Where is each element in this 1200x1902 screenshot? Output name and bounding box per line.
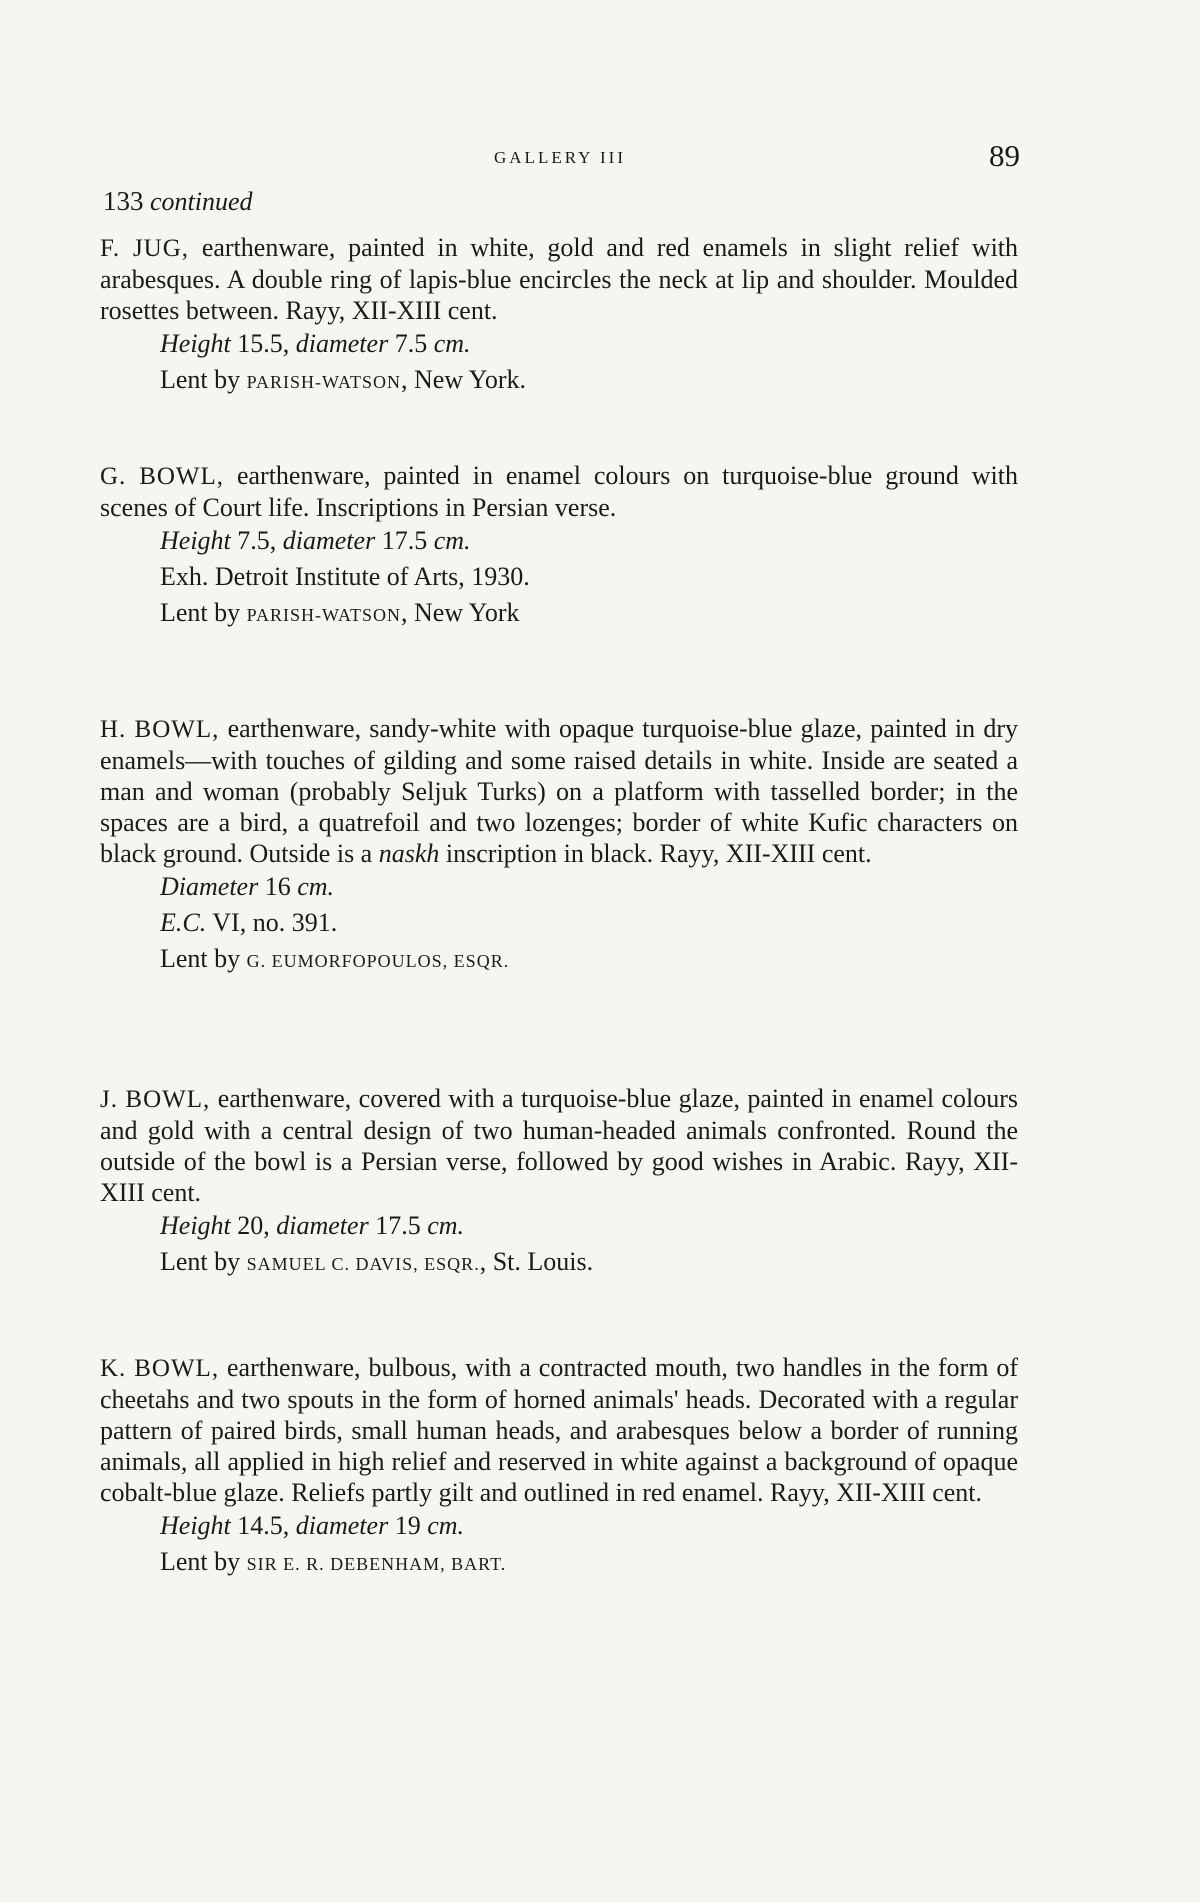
entry-title: BOWL, bbox=[134, 716, 220, 743]
entry-title: BOWL, bbox=[134, 1355, 220, 1382]
diameter-value: 17.5 bbox=[375, 526, 428, 555]
entry-letter: F. bbox=[100, 235, 121, 262]
entry-title: BOWL, bbox=[125, 1086, 211, 1113]
diameter-label: diameter bbox=[295, 329, 389, 358]
lender-location: , St. Louis. bbox=[479, 1247, 594, 1276]
catalogue-entry-k bbox=[100, 1352, 1018, 1584]
entry-description bbox=[100, 713, 1018, 869]
page-header bbox=[100, 138, 1020, 182]
height-value: 15.5, bbox=[230, 329, 296, 358]
description-text: earthenware, bulbous, with a contracted mouth, two handles in the form of cheetahs and two spouts in the form of horned animals' heads. Decorated with a regular pattern of paired birds, small human heads, and arabesques below a border of running animals, all applied in high relief and reserved in white against a background of opaque cobalt-blue glaze. Reliefs partly gilt and outlined in red enamel. Rayy, XII-XIII cent. bbox=[100, 1353, 1019, 1507]
lender-line bbox=[160, 597, 1018, 631]
lender-name: PARISH-WATSON bbox=[246, 605, 402, 625]
diameter-label: Diameter bbox=[160, 872, 259, 901]
catalogue-entry-f bbox=[100, 232, 1018, 402]
continued-label: continued bbox=[150, 187, 253, 216]
diameter-label: diameter bbox=[282, 526, 376, 555]
continuation-line bbox=[103, 186, 253, 217]
unit-label: cm. bbox=[420, 1211, 465, 1240]
entry-title: JUG, bbox=[132, 235, 190, 262]
diameter-value: 17.5 bbox=[368, 1211, 421, 1240]
description-text: earthenware, covered with a turquoise-blue glaze, painted in enamel colours and gold with a central design of two human-headed animals confronted. Round the outside of the bowl is a Persian verse, followed by good wishes in Arabic. Rayy, XII-XIII cent. bbox=[100, 1084, 1019, 1207]
height-label: Height bbox=[160, 329, 231, 358]
diameter-value: 19 bbox=[388, 1511, 421, 1540]
diameter-value: 7.5 bbox=[388, 329, 428, 358]
entry-metadata bbox=[100, 1510, 1018, 1580]
entry-title: BOWL, bbox=[139, 463, 225, 490]
lender-prefix: Lent by bbox=[160, 1547, 247, 1576]
lender-name: SIR E. R. DEBENHAM, BART. bbox=[246, 1554, 507, 1574]
lender-line bbox=[160, 364, 1018, 398]
diameter-value: 16 bbox=[258, 872, 291, 901]
catalogue-entry-h bbox=[100, 713, 1018, 981]
reference-line bbox=[160, 907, 1018, 939]
lender-location: , New York. bbox=[401, 365, 526, 394]
lender-prefix: Lent by bbox=[160, 365, 247, 394]
dimensions-line bbox=[160, 328, 1018, 360]
lender-line bbox=[160, 1546, 1018, 1580]
catalogue-entry-g bbox=[100, 460, 1018, 635]
height-value: 7.5, bbox=[230, 526, 283, 555]
exhibition-line: Exh. Detroit Institute of Arts, 1930. bbox=[160, 562, 530, 591]
height-value: 14.5, bbox=[230, 1511, 296, 1540]
unit-label: cm. bbox=[427, 329, 471, 358]
reference-detail: VI, no. 391. bbox=[206, 908, 338, 937]
inscription-term: naskh bbox=[378, 839, 440, 868]
dimensions-line bbox=[160, 1510, 1018, 1542]
height-label: Height bbox=[160, 526, 231, 555]
lender-prefix: Lent by bbox=[160, 598, 247, 627]
lender-prefix: Lent by bbox=[160, 1247, 247, 1276]
diameter-label: diameter bbox=[295, 1511, 389, 1540]
height-label: Height bbox=[160, 1511, 231, 1540]
entry-description bbox=[100, 1352, 1018, 1508]
description-text: earthenware, painted in white, gold and red enamels in slight relief with arabesques. A double ring of lapis-blue encircles the neck at lip and shoulder. Moulded rosettes between. Rayy, XII-XIII cent. bbox=[100, 233, 1019, 325]
lender-name: G. EUMORFOPOULOS, ESQR. bbox=[246, 951, 510, 971]
dimensions-line bbox=[160, 1210, 1018, 1242]
entry-metadata bbox=[100, 328, 1018, 398]
entry-description bbox=[100, 1083, 1018, 1208]
dimensions-line bbox=[160, 871, 1018, 903]
running-head: GALLERY III bbox=[494, 148, 626, 167]
lender-location: , New York bbox=[401, 598, 520, 627]
description-text: earthenware, sandy-white with opaque turquoise-blue glaze, painted in dry enamels—with touches of gilding and some raised details in white. Inside are seated a man and woman (probably Seljuk Turks) on a platform with tasselled border; in the spaces are a bird, a quatrefoil and two lozenges; border of white Kufic characters on black ground. Outside is a bbox=[100, 714, 1019, 868]
catalogue-number: 133 bbox=[103, 186, 144, 216]
entry-letter: G. bbox=[100, 463, 127, 490]
height-label: Height bbox=[160, 1211, 231, 1240]
reference-abbr: E.C. bbox=[160, 908, 207, 937]
entry-metadata bbox=[100, 525, 1018, 631]
entry-description bbox=[100, 460, 1018, 523]
lender-line bbox=[160, 943, 1018, 977]
diameter-label: diameter bbox=[276, 1211, 369, 1240]
entry-letter: J. bbox=[100, 1086, 118, 1113]
entry-description bbox=[100, 232, 1018, 326]
entry-letter: K. bbox=[100, 1355, 127, 1382]
catalogue-entry-j bbox=[100, 1083, 1018, 1284]
unit-label: cm. bbox=[427, 526, 471, 555]
description-text: earthenware, painted in enamel colours on turquoise-blue ground with scenes of Court life. Inscriptions in Persian verse. bbox=[100, 461, 1018, 522]
dimensions-line bbox=[160, 525, 1018, 557]
unit-label: cm. bbox=[420, 1511, 465, 1540]
entry-metadata bbox=[100, 1210, 1018, 1280]
entry-letter: H. bbox=[100, 716, 127, 743]
height-value: 20, bbox=[230, 1211, 277, 1240]
page-number: 89 bbox=[989, 138, 1020, 173]
lender-line bbox=[160, 1246, 1018, 1280]
unit-label: cm. bbox=[290, 872, 335, 901]
lender-name: PARISH-WATSON bbox=[246, 372, 402, 392]
entry-metadata bbox=[100, 871, 1018, 977]
description-text-end: inscription in black. Rayy, XII-XIII cent. bbox=[439, 839, 872, 868]
lender-name: SAMUEL C. DAVIS, ESQR. bbox=[246, 1254, 480, 1274]
lender-prefix: Lent by bbox=[160, 944, 247, 973]
